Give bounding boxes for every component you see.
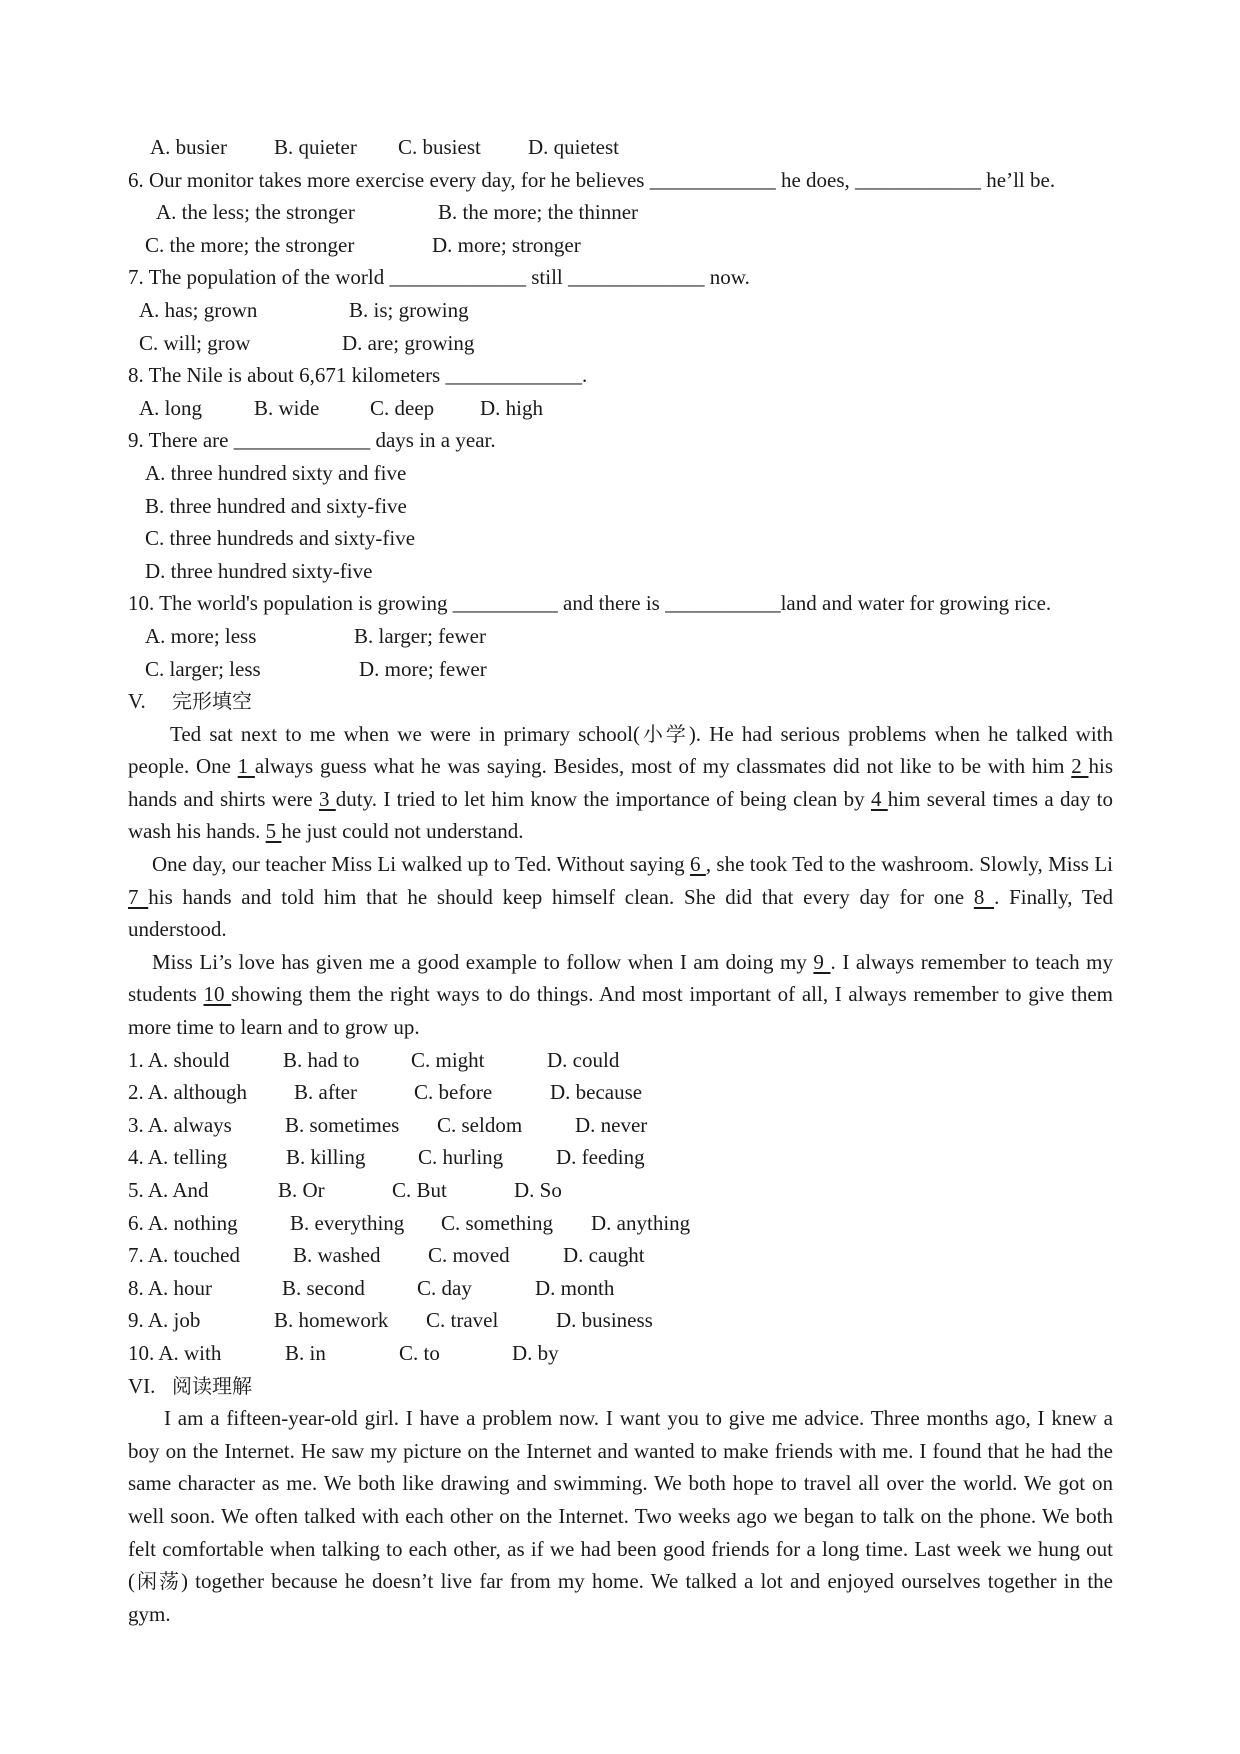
passage-paragraph: Miss Li’s love has given me a good example to follow when I am doing my 9 . I always remember to teach my students 10 showing them the right ways to do things. And most important of all, I always remember to give them more time to learn and to grow up. [128, 949, 1114, 1040]
question-9-option-b: B. three hundred and sixty-five [145, 493, 407, 518]
question-8-stem: 8. The Nile is about 6,671 kilometers _____________. [128, 363, 588, 388]
option: D. quietest [528, 135, 619, 159]
blank-8: 8 [973, 884, 995, 909]
section-title: 完形填空 [172, 689, 252, 714]
blank-2: 2 [1071, 754, 1089, 779]
passage-paragraph: Ted sat next to me when we were in primary school(小学). He had serious problems when he talked with people. One 1 always guess what he was saying. Besides, most of my classmates did not like to be with him 2 his hands and shirts were 3 duty. I tried to let him know the importance of being clean by 4 him several times a day to wash his hands. 5 he just could not understand. [128, 721, 1114, 844]
option: B. is; growing [349, 297, 469, 322]
option: B. wide [254, 395, 320, 420]
blank-5: 5 [265, 819, 282, 844]
worksheet-page [128, 131, 1113, 1630]
option: C. busiest [398, 135, 481, 159]
option: D. are; growing [342, 330, 475, 355]
q5-options [128, 131, 1113, 164]
section-heading [128, 685, 1113, 718]
question-10-stem: 10. The world's population is growing __________ and there is ___________land and water for growing rice. [128, 591, 1052, 616]
question-7-options [128, 327, 1113, 360]
passage-paragraph: I am a fifteen-year-old girl. I have a problem now. I want you to give me advice. Three months ago, I knew a boy on the Internet. He saw my picture on the Internet and wanted to make friends with me. I found that he had the same character as me. We both like drawing and swimming. We both hope to travel all over the world. We got on well soon. We often talked with each other on the Internet. Two weeks ago we began to talk on the phone. We both felt comfortable when talking to each other, as if we had been good friends for a long time. Last week we hung out (闲荡) together because he doesn’t live far from my home. We talked a lot and enjoyed ourselves together in the gym. [128, 1406, 1113, 1626]
option: B. the more; the thinner [438, 200, 639, 225]
cloze-options-2: 2. A. although B. after C. before D. because [128, 1080, 643, 1105]
option: A. long [139, 395, 202, 420]
blank-3: 3 [318, 786, 336, 811]
cloze-options-1: 1. A. should B. had to C. might D. could [128, 1047, 620, 1072]
option: B. quieter [274, 135, 357, 159]
cloze-options-10: 10. A. with B. in C. to D. by [128, 1340, 559, 1365]
section-number: V. [128, 689, 146, 714]
question-6-options [128, 229, 1113, 262]
question-6-stem: 6. Our monitor takes more exercise every day, for he believes ____________ he does, ____________ he’ll be. [128, 167, 1056, 192]
blank-4: 4 [870, 786, 888, 811]
cloze-passage [128, 718, 1113, 1044]
cloze-options-4: 4. A. telling B. killing C. hurling D. feeding [128, 1145, 645, 1170]
question-9-stem: 9. There are _____________ days in a year. [128, 428, 496, 453]
option: A. has; grown [139, 297, 258, 322]
blank-7: 7 [128, 884, 149, 909]
option: D. more; stronger [432, 232, 581, 257]
cloze-options-8: 8. A. hour B. second C. day D. month [128, 1275, 615, 1300]
blank-10: 10 [203, 982, 232, 1007]
option: C. the more; the stronger [145, 232, 355, 257]
option: C. deep [370, 395, 435, 420]
option: D. high [480, 395, 543, 420]
option: A. busier [150, 135, 227, 159]
option: B. larger; fewer [354, 623, 486, 648]
option: A. more; less [145, 623, 257, 648]
question-6-options [128, 196, 1113, 229]
section-number: VI. [128, 1373, 156, 1398]
cloze-options-9: 9. A. job B. homework C. travel D. business [128, 1308, 653, 1333]
cloze-options-7: 7. A. touched B. washed C. moved D. caught [128, 1243, 645, 1268]
option: C. will; grow [139, 330, 251, 355]
blank-1: 1 [237, 754, 255, 779]
question-10-options [128, 620, 1113, 653]
option: C. larger; less [145, 656, 261, 681]
question-7-options [128, 294, 1113, 327]
question-8-options [128, 392, 1113, 425]
cloze-options-3: 3. A. always B. sometimes C. seldom D. never [128, 1112, 648, 1137]
question-9-option-d: D. three hundred sixty-five [145, 558, 373, 583]
blank-9: 9 [813, 949, 831, 974]
cloze-options-5: 5. A. And B. Or C. But D. So [128, 1178, 562, 1202]
option: A. the less; the stronger [156, 200, 355, 225]
blank-6: 6 [689, 852, 706, 877]
cloze-options-6: 6. A. nothing B. everything C. something D. anything [128, 1210, 691, 1235]
option: D. more; fewer [359, 656, 487, 681]
question-9-option-c: C. three hundreds and sixty-five [145, 526, 416, 551]
question-9-option-a: A. three hundred sixty and five [145, 460, 407, 485]
question-7-stem: 7. The population of the world _____________ still _____________ now. [128, 265, 750, 290]
reading-passage [128, 1402, 1113, 1630]
passage-paragraph: One day, our teacher Miss Li walked up to Ted. Without saying 6 , she took Ted to the washroom. Slowly, Miss Li 7 his hands and told him that he should keep himself clean. She did that every day for one 8 . Finally, Ted understood. [128, 852, 1114, 942]
question-10-options [128, 653, 1113, 686]
section-title: 阅读理解 [172, 1373, 252, 1398]
section-heading [128, 1370, 1113, 1403]
